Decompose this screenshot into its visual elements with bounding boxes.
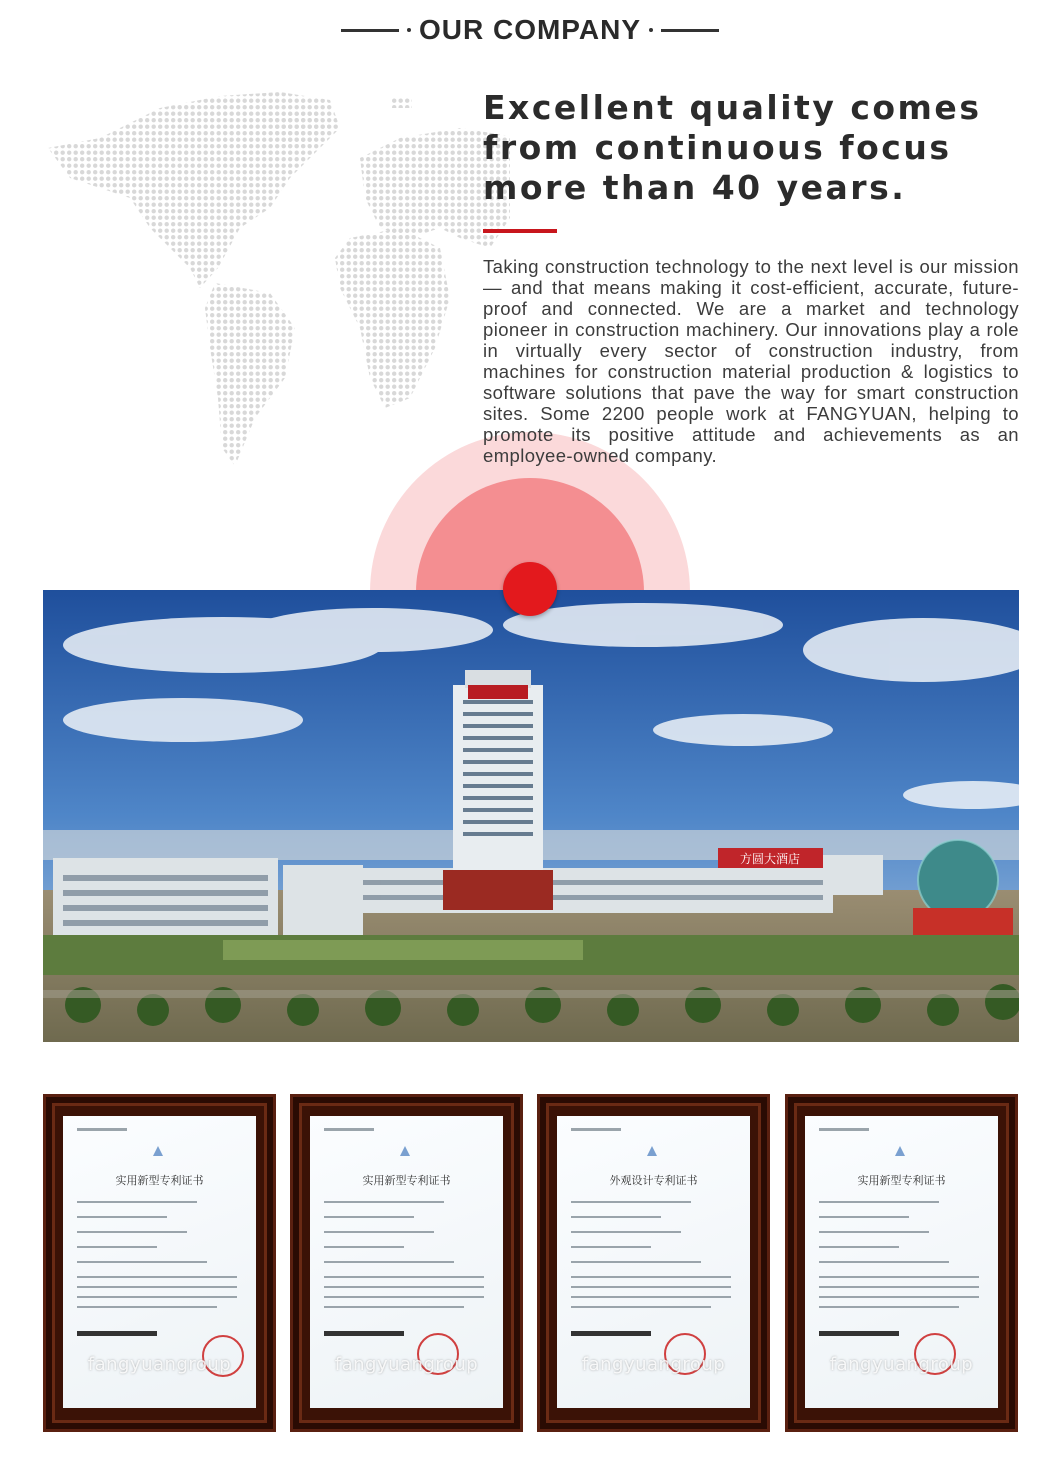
red-marker-dot — [503, 562, 557, 616]
patent-certificate-4 — [785, 1094, 1018, 1432]
headline-line-3: more than 40 years. — [483, 168, 907, 207]
headline-line-1: Excellent quality comes — [483, 88, 982, 127]
certificate-watermark: fangyuangroup — [829, 1354, 974, 1375]
headline-line-2: from continuous focus — [483, 128, 952, 167]
patent-certificate-1 — [43, 1094, 276, 1432]
section-title: OUR COMPANY — [418, 14, 642, 45]
headline — [483, 88, 1043, 208]
header-rule-right — [661, 29, 719, 32]
header-rule-left — [341, 29, 399, 32]
certificate-watermark: fangyuangroup — [581, 1354, 726, 1375]
intro-paragraph: Taking construction technology to the next level is our mission — and that means making it cost-efficient, accurate, future-proof and connected. We are a market and technology pioneer in construction machinery. Our innovations play a role in virtually every sector of construction industry, from machines for construction material production & logistics to software solutions that pave the way for smart construction sites. Some 2200 people work at FANGYUAN, helping to promote its positive attitude and achievements as an employee-owned company. — [483, 256, 1019, 466]
headquarters-illustration — [43, 590, 1019, 1042]
section-header — [0, 10, 1060, 50]
patent-certificate-2 — [290, 1094, 523, 1432]
hotel-sign: 方圆大酒店 — [739, 852, 801, 866]
patent-certificate-3 — [537, 1094, 770, 1432]
company-headquarters-photo — [43, 590, 1019, 1042]
certificate-paper — [310, 1116, 503, 1408]
certificate-paper — [63, 1116, 256, 1408]
certificate-paper — [557, 1116, 750, 1408]
dotted-world-map — [40, 78, 510, 478]
header-dot-left — [407, 28, 411, 32]
certificate-title: 实用新型专利证书 — [115, 1174, 204, 1187]
certificate-paper — [805, 1116, 998, 1408]
certificate-watermark: fangyuangroup — [87, 1354, 232, 1375]
certificate-watermark: fangyuangroup — [334, 1354, 479, 1375]
accent-rule — [483, 229, 557, 233]
header-dot-right — [649, 28, 653, 32]
certificate-title: 外观设计专利证书 — [609, 1174, 698, 1187]
certificate-title: 实用新型专利证书 — [857, 1174, 946, 1187]
certificate-title: 实用新型专利证书 — [362, 1174, 451, 1187]
